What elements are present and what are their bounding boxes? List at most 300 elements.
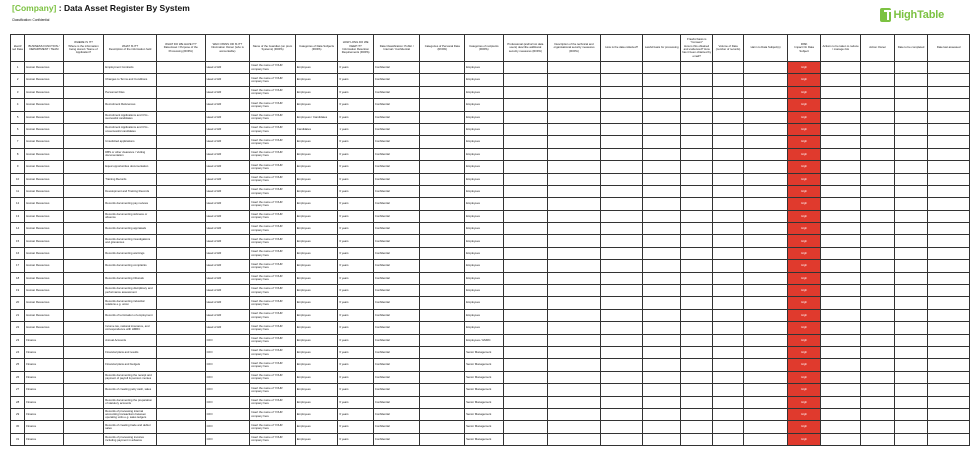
description-cell: Records documenting investigations and grievances bbox=[104, 235, 157, 247]
description-cell: Records documenting sickness or absence bbox=[104, 210, 157, 222]
retention-cell: 6 years bbox=[338, 309, 373, 321]
risk-level-cell: High bbox=[788, 136, 820, 148]
empty-cell bbox=[63, 74, 104, 86]
business-function-cell: Human Resources bbox=[25, 297, 64, 309]
empty-cell bbox=[743, 384, 788, 396]
empty-cell bbox=[600, 396, 643, 408]
risk-level-cell: High bbox=[788, 384, 820, 396]
empty-cell bbox=[894, 322, 927, 334]
empty-cell bbox=[63, 285, 104, 297]
data-subjects-cell: Employees bbox=[295, 99, 338, 111]
empty-cell bbox=[894, 396, 927, 408]
empty-cell bbox=[63, 384, 104, 396]
column-header bbox=[295, 35, 338, 62]
risk-level-cell: High bbox=[788, 322, 820, 334]
empty-cell bbox=[713, 272, 743, 284]
row-id-cell: 15 bbox=[11, 235, 25, 247]
data-subjects-cell: Employees bbox=[295, 334, 338, 346]
description-cell: Equal opportunities documentation bbox=[104, 161, 157, 173]
empty-cell bbox=[503, 421, 548, 433]
row-id-cell: 23 bbox=[11, 334, 25, 346]
empty-cell bbox=[894, 161, 927, 173]
guardian-cell: Insert the name of YOUR company here bbox=[250, 99, 296, 111]
column-header bbox=[643, 35, 681, 62]
data-subjects-cell: Employees bbox=[295, 396, 338, 408]
description-cell: Records of processing internal accounting transactions between operating units e.g. sales ledgers bbox=[104, 408, 157, 420]
empty-cell bbox=[63, 433, 104, 445]
empty-cell bbox=[643, 74, 681, 86]
description-cell: Records of termination of employment bbox=[104, 309, 157, 321]
empty-cell bbox=[743, 371, 788, 383]
empty-cell bbox=[548, 272, 601, 284]
title-separator: : bbox=[56, 3, 64, 13]
empty-cell bbox=[820, 148, 861, 160]
empty-cell bbox=[743, 346, 788, 358]
recipients-cell: Employees bbox=[465, 297, 504, 309]
empty-cell bbox=[600, 285, 643, 297]
empty-cell bbox=[600, 123, 643, 135]
empty-cell bbox=[600, 408, 643, 420]
empty-cell bbox=[861, 421, 894, 433]
column-label: Lawful basis for processing bbox=[644, 45, 679, 50]
empty-cell bbox=[503, 433, 548, 445]
empty-cell bbox=[420, 421, 465, 433]
empty-cell bbox=[820, 185, 861, 197]
empty-cell bbox=[63, 136, 104, 148]
empty-cell bbox=[420, 86, 465, 98]
empty-cell bbox=[156, 74, 205, 86]
business-function-cell: Human Resources bbox=[25, 260, 64, 272]
empty-cell bbox=[156, 433, 205, 445]
empty-cell bbox=[861, 309, 894, 321]
table-row bbox=[11, 148, 970, 160]
empty-cell bbox=[63, 309, 104, 321]
empty-cell bbox=[643, 223, 681, 235]
hightable-logo bbox=[880, 7, 944, 23]
empty-cell bbox=[743, 247, 788, 259]
recipients-cell: Employees bbox=[465, 322, 504, 334]
table-row bbox=[11, 235, 970, 247]
empty-cell bbox=[503, 371, 548, 383]
empty-cell bbox=[420, 272, 465, 284]
empty-cell bbox=[600, 198, 643, 210]
table-row bbox=[11, 421, 970, 433]
empty-cell bbox=[156, 111, 205, 123]
data-subjects-cell: Employees bbox=[295, 235, 338, 247]
business-function-cell: Human Resources bbox=[25, 210, 64, 222]
empty-cell bbox=[548, 198, 601, 210]
empty-cell bbox=[861, 272, 894, 284]
classification-cell: Confidential bbox=[373, 123, 420, 135]
recipients-cell: Employees bbox=[465, 62, 504, 74]
empty-cell bbox=[861, 396, 894, 408]
empty-cell bbox=[643, 408, 681, 420]
empty-cell bbox=[713, 433, 743, 445]
business-function-cell: Human Resources bbox=[25, 223, 64, 235]
business-function-cell: Human Resources bbox=[25, 173, 64, 185]
information-owner-cell: CFO bbox=[205, 421, 250, 433]
empty-cell bbox=[713, 123, 743, 135]
column-label: Harm to Data Subject(s) bbox=[750, 45, 781, 50]
guardian-cell: Insert the name of YOUR company here bbox=[250, 309, 296, 321]
description-cell: Records documenting complaints bbox=[104, 260, 157, 272]
column-label: Actions to be taken to reduce / manage risk bbox=[822, 43, 859, 51]
empty-cell bbox=[63, 223, 104, 235]
empty-cell bbox=[156, 185, 205, 197]
empty-cell bbox=[820, 346, 861, 358]
classification-cell: Confidential bbox=[373, 247, 420, 259]
information-owner-cell: Head of HR bbox=[205, 198, 250, 210]
data-subjects-cell: Employees bbox=[295, 309, 338, 321]
empty-cell bbox=[420, 235, 465, 247]
empty-cell bbox=[643, 99, 681, 111]
description-cell: Financial plans and budgets bbox=[104, 359, 157, 371]
classification-cell: Confidential bbox=[373, 111, 420, 123]
risk-level-cell: High bbox=[788, 359, 820, 371]
table-row bbox=[11, 384, 970, 396]
empty-cell bbox=[820, 86, 861, 98]
empty-cell bbox=[713, 297, 743, 309]
empty-cell bbox=[680, 136, 712, 148]
empty-cell bbox=[820, 359, 861, 371]
column-label: Data Asset / Purpose of the Processing (ROPA) bbox=[163, 45, 198, 53]
table-row bbox=[11, 247, 970, 259]
empty-cell bbox=[894, 433, 927, 445]
data-subjects-cell: Employees bbox=[295, 198, 338, 210]
empty-cell bbox=[713, 210, 743, 222]
empty-cell bbox=[861, 260, 894, 272]
empty-cell bbox=[503, 86, 548, 98]
empty-cell bbox=[680, 223, 712, 235]
business-function-cell: Human Resources bbox=[25, 309, 64, 321]
classification-cell: Confidential bbox=[373, 322, 420, 334]
empty-cell bbox=[548, 371, 601, 383]
row-id-cell: 2 bbox=[11, 74, 25, 86]
empty-cell bbox=[820, 285, 861, 297]
retention-cell: 6 years bbox=[338, 272, 373, 284]
empty-cell bbox=[713, 371, 743, 383]
empty-cell bbox=[156, 272, 205, 284]
empty-cell bbox=[861, 235, 894, 247]
table-row bbox=[11, 396, 970, 408]
empty-cell bbox=[503, 260, 548, 272]
business-function-cell: Finance bbox=[25, 396, 64, 408]
table-row bbox=[11, 433, 970, 445]
guardian-cell: Insert the name of YOUR company here bbox=[250, 247, 296, 259]
empty-cell bbox=[503, 384, 548, 396]
column-group-label: WHAT IS IT? bbox=[121, 43, 139, 48]
empty-cell bbox=[600, 322, 643, 334]
classification-cell: Confidential bbox=[373, 371, 420, 383]
empty-cell bbox=[894, 371, 927, 383]
risk-level-cell: High bbox=[788, 433, 820, 445]
classification-cell: Confidential bbox=[373, 309, 420, 321]
empty-cell bbox=[743, 408, 788, 420]
empty-cell bbox=[680, 210, 712, 222]
empty-cell bbox=[743, 148, 788, 160]
row-id-cell: 24 bbox=[11, 346, 25, 358]
empty-cell bbox=[680, 272, 712, 284]
data-subjects-cell: Employees bbox=[295, 297, 338, 309]
data-subjects-cell: Employees bbox=[295, 210, 338, 222]
empty-cell bbox=[861, 384, 894, 396]
empty-cell bbox=[894, 223, 927, 235]
risk-level-cell: High bbox=[788, 285, 820, 297]
empty-cell bbox=[63, 272, 104, 284]
classification-label: Classification: Confidential bbox=[12, 18, 50, 22]
empty-cell bbox=[156, 421, 205, 433]
empty-cell bbox=[600, 99, 643, 111]
empty-cell bbox=[600, 421, 643, 433]
empty-cell bbox=[928, 173, 970, 185]
column-header bbox=[156, 35, 205, 62]
empty-cell bbox=[713, 136, 743, 148]
empty-cell bbox=[156, 123, 205, 135]
risk-level-cell: High bbox=[788, 247, 820, 259]
empty-cell bbox=[420, 297, 465, 309]
data-subjects-cell: Employees bbox=[295, 384, 338, 396]
row-id-cell: 18 bbox=[11, 272, 25, 284]
empty-cell bbox=[680, 334, 712, 346]
empty-cell bbox=[420, 260, 465, 272]
empty-cell bbox=[156, 210, 205, 222]
table-row bbox=[11, 297, 970, 309]
empty-cell bbox=[503, 173, 548, 185]
empty-cell bbox=[420, 62, 465, 74]
empty-cell bbox=[820, 123, 861, 135]
empty-cell bbox=[680, 148, 712, 160]
retention-cell: 6 years bbox=[338, 421, 373, 433]
description-cell: Training Records bbox=[104, 173, 157, 185]
empty-cell bbox=[743, 421, 788, 433]
empty-cell bbox=[503, 359, 548, 371]
retention-cell: 6 years bbox=[338, 161, 373, 173]
empty-cell bbox=[894, 285, 927, 297]
empty-cell bbox=[548, 247, 601, 259]
empty-cell bbox=[548, 111, 601, 123]
information-owner-cell: CFO bbox=[205, 408, 250, 420]
empty-cell bbox=[820, 384, 861, 396]
risk-level-cell: High bbox=[788, 421, 820, 433]
empty-cell bbox=[861, 148, 894, 160]
data-subjects-cell: Employees bbox=[295, 322, 338, 334]
empty-cell bbox=[894, 309, 927, 321]
empty-cell bbox=[156, 322, 205, 334]
row-id-cell: 11 bbox=[11, 185, 25, 197]
description-cell: Records documenting appraisals bbox=[104, 223, 157, 235]
column-label: Professional (and/or/not data users) describe additional security measures (ROPA) bbox=[507, 42, 544, 53]
empty-cell bbox=[503, 99, 548, 111]
empty-cell bbox=[600, 346, 643, 358]
classification-cell: Confidential bbox=[373, 260, 420, 272]
recipients-cell: Employees bbox=[465, 260, 504, 272]
empty-cell bbox=[548, 223, 601, 235]
empty-cell bbox=[63, 421, 104, 433]
empty-cell bbox=[928, 247, 970, 259]
empty-cell bbox=[548, 285, 601, 297]
empty-cell bbox=[713, 322, 743, 334]
empty-cell bbox=[156, 408, 205, 420]
page-title bbox=[12, 3, 190, 13]
table-row bbox=[11, 99, 970, 111]
empty-cell bbox=[156, 371, 205, 383]
empty-cell bbox=[600, 235, 643, 247]
information-owner-cell: Head of HR bbox=[205, 309, 250, 321]
column-header bbox=[250, 35, 296, 62]
empty-cell bbox=[820, 99, 861, 111]
information-owner-cell: Head of HR bbox=[205, 285, 250, 297]
empty-cell bbox=[713, 309, 743, 321]
empty-cell bbox=[680, 396, 712, 408]
classification-cell: Confidential bbox=[373, 272, 420, 284]
empty-cell bbox=[861, 433, 894, 445]
risk-level-cell: High bbox=[788, 86, 820, 98]
empty-cell bbox=[63, 198, 104, 210]
empty-cell bbox=[548, 322, 601, 334]
row-id-cell: 21 bbox=[11, 309, 25, 321]
empty-cell bbox=[894, 421, 927, 433]
information-owner-cell: CFO bbox=[205, 433, 250, 445]
column-label: How is the data collected? bbox=[605, 45, 638, 50]
column-header bbox=[63, 35, 104, 62]
information-owner-cell: Head of HR bbox=[205, 260, 250, 272]
empty-cell bbox=[600, 62, 643, 74]
empty-cell bbox=[743, 322, 788, 334]
empty-cell bbox=[548, 359, 601, 371]
row-id-cell: 25 bbox=[11, 359, 25, 371]
empty-cell bbox=[420, 185, 465, 197]
data-subjects-cell: Employees bbox=[295, 62, 338, 74]
empty-cell bbox=[680, 173, 712, 185]
empty-cell bbox=[861, 136, 894, 148]
guardian-cell: Insert the name of YOUR company here bbox=[250, 433, 296, 445]
column-label: Name of the Guardian (on prem Systems) (ROPA) bbox=[252, 43, 293, 51]
empty-cell bbox=[63, 322, 104, 334]
empty-cell bbox=[713, 247, 743, 259]
empty-cell bbox=[600, 433, 643, 445]
empty-cell bbox=[894, 334, 927, 346]
row-id-cell: 8 bbox=[11, 148, 25, 160]
empty-cell bbox=[820, 408, 861, 420]
empty-cell bbox=[894, 272, 927, 284]
empty-cell bbox=[548, 173, 601, 185]
description-cell: Records documenting pay reviews bbox=[104, 198, 157, 210]
empty-cell bbox=[894, 86, 927, 98]
retention-cell: 6 years bbox=[338, 384, 373, 396]
information-owner-cell: CFO bbox=[205, 334, 250, 346]
empty-cell bbox=[503, 322, 548, 334]
empty-cell bbox=[643, 62, 681, 74]
empty-cell bbox=[894, 408, 927, 420]
data-subjects-cell: Employees bbox=[295, 247, 338, 259]
empty-cell bbox=[680, 247, 712, 259]
empty-cell bbox=[548, 334, 601, 346]
empty-cell bbox=[928, 272, 970, 284]
empty-cell bbox=[600, 371, 643, 383]
table-body bbox=[11, 62, 970, 446]
classification-cell: Confidential bbox=[373, 173, 420, 185]
risk-level-cell: High bbox=[788, 272, 820, 284]
business-function-cell: Finance bbox=[25, 359, 64, 371]
empty-cell bbox=[156, 136, 205, 148]
empty-cell bbox=[820, 136, 861, 148]
information-owner-cell: Head of HR bbox=[205, 247, 250, 259]
empty-cell bbox=[420, 198, 465, 210]
business-function-cell: Human Resources bbox=[25, 111, 64, 123]
table-row bbox=[11, 74, 970, 86]
empty-cell bbox=[894, 148, 927, 160]
guardian-cell: Insert the name of YOUR company here bbox=[250, 371, 296, 383]
empty-cell bbox=[156, 396, 205, 408]
empty-cell bbox=[680, 62, 712, 74]
empty-cell bbox=[743, 62, 788, 74]
empty-cell bbox=[600, 334, 643, 346]
retention-cell: 6 years bbox=[338, 322, 373, 334]
classification-cell: Confidential bbox=[373, 359, 420, 371]
empty-cell bbox=[861, 74, 894, 86]
empty-cell bbox=[894, 185, 927, 197]
column-header bbox=[338, 35, 373, 62]
table-row bbox=[11, 161, 970, 173]
recipients-cell: Employees bbox=[465, 111, 504, 123]
data-subjects-cell: Employees bbox=[295, 346, 338, 358]
empty-cell bbox=[680, 74, 712, 86]
description-cell: Development and Training Records bbox=[104, 185, 157, 197]
column-label: Action Owner bbox=[869, 45, 886, 50]
empty-cell bbox=[503, 161, 548, 173]
column-header bbox=[820, 35, 861, 62]
data-subjects-cell: Employees bbox=[295, 223, 338, 235]
empty-cell bbox=[861, 334, 894, 346]
empty-cell bbox=[156, 86, 205, 98]
table-row bbox=[11, 198, 970, 210]
empty-cell bbox=[643, 309, 681, 321]
empty-cell bbox=[820, 198, 861, 210]
description-cell: Records documenting warnings bbox=[104, 247, 157, 259]
guardian-cell: Insert the name of YOUR company here bbox=[250, 384, 296, 396]
empty-cell bbox=[503, 74, 548, 86]
guardian-cell: Insert the name of YOUR company here bbox=[250, 235, 296, 247]
description-cell: Recruitment Applications and CVs - successful candidates bbox=[104, 111, 157, 123]
empty-cell bbox=[503, 247, 548, 259]
asset-register-table bbox=[10, 34, 970, 446]
retention-cell: 6 years bbox=[338, 396, 373, 408]
risk-level-cell: High bbox=[788, 334, 820, 346]
empty-cell bbox=[713, 185, 743, 197]
business-function-cell: Human Resources bbox=[25, 136, 64, 148]
column-header bbox=[205, 35, 250, 62]
business-function-cell: Human Resources bbox=[25, 123, 64, 135]
empty-cell bbox=[928, 161, 970, 173]
empty-cell bbox=[861, 346, 894, 358]
empty-cell bbox=[928, 396, 970, 408]
business-function-cell: Human Resources bbox=[25, 198, 64, 210]
empty-cell bbox=[713, 223, 743, 235]
empty-cell bbox=[63, 334, 104, 346]
empty-cell bbox=[600, 136, 643, 148]
empty-cell bbox=[861, 123, 894, 135]
empty-cell bbox=[503, 272, 548, 284]
column-group-label: WHERE IS IT? bbox=[74, 40, 93, 45]
empty-cell bbox=[156, 334, 205, 346]
empty-cell bbox=[600, 260, 643, 272]
empty-cell bbox=[861, 111, 894, 123]
row-id-cell: 13 bbox=[11, 210, 25, 222]
empty-cell bbox=[820, 297, 861, 309]
guardian-cell: Insert the name of YOUR company here bbox=[250, 136, 296, 148]
empty-cell bbox=[928, 309, 970, 321]
classification-cell: Confidential bbox=[373, 408, 420, 420]
